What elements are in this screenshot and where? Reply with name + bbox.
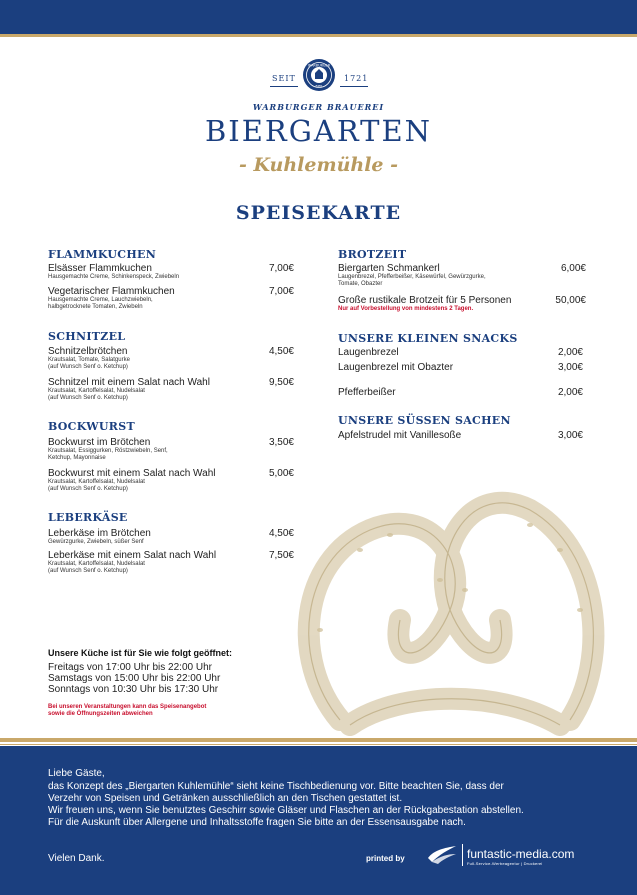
seal-divider-right: [340, 86, 368, 87]
section-title-sweets: UNSERE SÜSSEN SACHEN: [338, 414, 511, 427]
section-title-leberkaese: LEBERKÄSE: [48, 511, 128, 524]
item-name: Laugenbrezel: [338, 347, 399, 358]
section-title-schnitzel: SCHNITZEL: [48, 330, 126, 343]
section-title-flammkuchen: FLAMMKUCHEN: [48, 248, 157, 261]
item-price: 3,00€: [557, 362, 583, 373]
item-price: 9,50€: [268, 377, 294, 388]
item-description: Hausgemachte Creme, Schinkenspeck, Zwiebeln: [48, 274, 180, 280]
footer-thanks: Vielen Dank.: [48, 853, 105, 864]
item-price: 4,50€: [268, 528, 294, 539]
item-name: Schnitzelbrötchen: [48, 346, 128, 357]
item-description: Tomate, Obazter: [338, 281, 383, 287]
item-name: Biergarten Schmankerl: [338, 263, 440, 274]
event-note: Bei unseren Veranstaltungen kann das Speisenangebot: [48, 704, 207, 710]
seit-label: SEIT: [272, 74, 296, 83]
item-description: (auf Wunsch Senf o. Ketchup): [48, 364, 128, 370]
pretzel-illustration: [280, 440, 620, 740]
top-banner: [0, 0, 637, 34]
item-name: Pfefferbeißer: [338, 387, 396, 398]
item-name: Schnitzel mit einem Salat nach Wahl: [48, 377, 210, 388]
item-price: 3,50€: [268, 437, 294, 448]
item-description: Krautsalat, Kartoffelsalat, Nudelsalat: [48, 561, 145, 567]
seal-divider-left: [270, 86, 298, 87]
printer-logo-subtext: Full-Service-Werbeagentur | Druckerei: [467, 861, 543, 866]
section-title-snacks: UNSERE KLEINEN SNACKS: [338, 332, 518, 345]
opening-hours-title: Unsere Küche ist für Sie wie folgt geöffnet:: [48, 648, 233, 658]
item-name: Vegetarischer Flammkuchen: [48, 286, 175, 297]
item-name: Große rustikale Brotzeit für 5 Personen: [338, 295, 512, 306]
footer-text: Für die Auskunft über Allergene und Inhaltsstoffe fragen Sie bitte an der Essensausgabe nach.: [48, 817, 466, 828]
svg-text:WARBURGER: WARBURGER: [307, 63, 331, 68]
menu-title: SPEISEKARTE: [235, 202, 402, 224]
item-price: 50,00€: [555, 295, 586, 306]
item-price: 4,50€: [268, 346, 294, 357]
item-description: Krautsalat, Essiggurken, Röstzwiebeln, Senf,: [48, 448, 168, 454]
opening-hours-line: Sonntags von 10:30 Uhr bis 17:30 Uhr: [48, 684, 219, 695]
footer-panel: [0, 746, 637, 895]
item-name: Elsässer Flammkuchen: [48, 263, 152, 274]
item-description: Gewürzgurke, Zwiebeln, süßer Senf: [48, 539, 144, 545]
footer-gold-line: [0, 744, 637, 745]
item-name: Laugenbrezel mit Obazter: [338, 362, 454, 373]
opening-hours-line: Freitags von 17:00 Uhr bis 22:00 Uhr: [48, 662, 212, 673]
item-description: Ketchup, Mayonnaise: [48, 455, 106, 461]
item-name: Leberkäse im Brötchen: [48, 528, 151, 539]
item-price: 3,00€: [557, 430, 583, 441]
item-description: Hausgemachte Creme, Lauchzwiebeln,: [48, 297, 153, 303]
printer-logo-text: funtastic-media.com: [467, 847, 575, 861]
svg-text:BIER: BIER: [315, 84, 323, 88]
event-note: sowie die Öffnungszeiten abweichen: [48, 711, 153, 717]
footer-text: Wir freuen uns, wenn Sie benutztes Geschirr sowie Gläser und Flaschen an der Rückgabestation abstellen.: [48, 805, 524, 816]
item-name: Leberkäse mit einem Salat nach Wahl: [48, 550, 217, 561]
item-description: (auf Wunsch Senf o. Ketchup): [48, 395, 128, 401]
item-description: Laugenbrezel, Pfefferbeißer, Käsewürfel, Gewürzgurke,: [338, 274, 486, 280]
footer-text: das Konzept des „Biergarten Kuhlemühle“ sieht keine Tischbedienung vor. Bitte beachten Sie, dass der: [48, 781, 504, 792]
item-price: 7,50€: [268, 550, 294, 561]
item-price: 6,00€: [560, 263, 586, 274]
item-price: 7,00€: [268, 286, 294, 297]
funtastic-logo-icon: [426, 842, 458, 864]
brewery-name: WARBURGER BRAUEREI: [252, 102, 385, 112]
item-description: halbgetrocknete Tomaten, Zwiebeln: [48, 304, 143, 310]
item-description: Krautsalat, Tomate, Salatgurke: [48, 357, 130, 363]
section-title-brotzeit: BROTZEIT: [338, 248, 407, 261]
item-description: Krautsalat, Kartoffelsalat, Nudelsalat: [48, 388, 145, 394]
page-title: BIERGARTEN: [204, 114, 433, 148]
top-gold-stripe: [0, 34, 637, 37]
opening-hours-line: Samstags von 15:00 Uhr bis 22:00 Uhr: [48, 673, 221, 684]
founding-year: 1721: [344, 74, 369, 83]
brewery-seal-row: [0, 58, 637, 98]
item-price: 5,00€: [268, 468, 294, 479]
item-name: Bockwurst mit einem Salat nach Wahl: [48, 468, 216, 479]
page-subtitle: - Kuhlemühle -: [238, 154, 399, 176]
footer-text: Verzehr von Speisen und Getränken ausschließlich an den Tischen gestattet ist.: [48, 793, 403, 804]
item-name: Apfelstrudel mit Vanillesoße: [338, 430, 462, 441]
footer-gold-stripe: [0, 738, 637, 742]
item-name: Bockwurst im Brötchen: [48, 437, 151, 448]
brewery-seal-icon: [302, 58, 336, 92]
item-price: 7,00€: [268, 263, 294, 274]
logo-separator: [462, 844, 463, 866]
footer-text: Liebe Gäste,: [48, 768, 105, 779]
item-price: 2,00€: [557, 347, 583, 358]
item-description: (auf Wunsch Senf o. Ketchup): [48, 568, 128, 574]
item-price: 2,00€: [557, 387, 583, 398]
preorder-note: Nur auf Vorbestellung von mindestens 2 Tagen.: [338, 306, 474, 312]
section-title-bockwurst: BOCKWURST: [48, 420, 135, 433]
item-description: (auf Wunsch Senf o. Ketchup): [48, 486, 128, 492]
item-description: Krautsalat, Kartoffelsalat, Nudelsalat: [48, 479, 145, 485]
printed-by-label: printed by: [366, 854, 405, 863]
